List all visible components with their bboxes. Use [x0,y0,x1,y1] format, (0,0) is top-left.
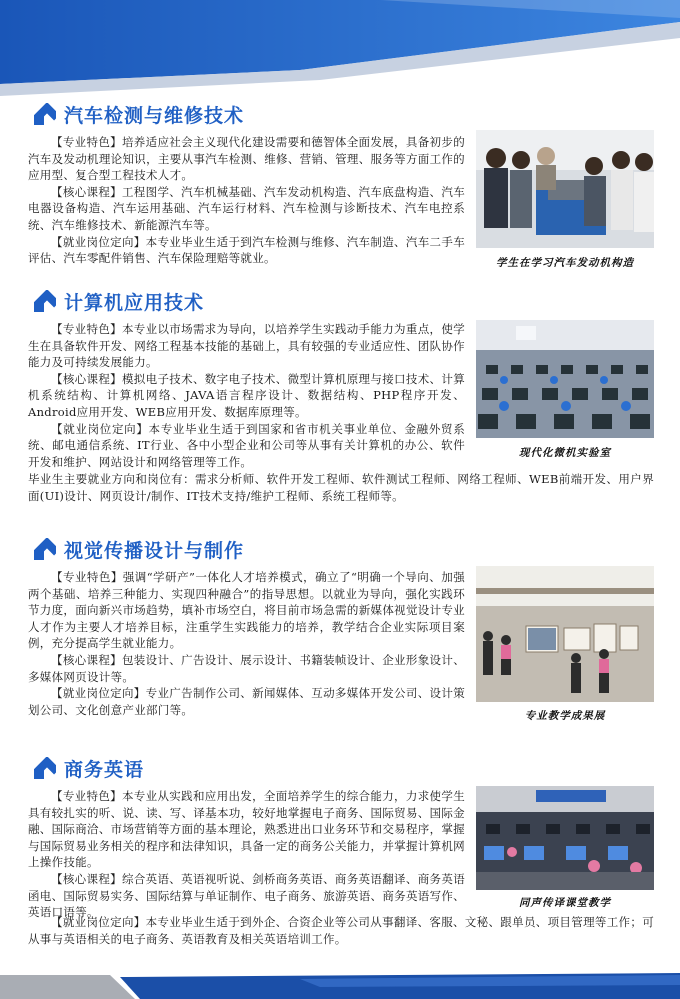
section-header [34,535,244,563]
paragraph-features: 【专业特色】本专业以市场需求为导向，以培养学生实践动手能力为重点，使学生在具备软件开发、网络工程基本技能的基础上，具有较强的专业适应性、团队协作能力及可持续发展能力。 [28,322,465,370]
engine-lab-photo [476,130,654,248]
section-header [34,287,204,315]
paragraph-courses: 【核心课程】综合英语、英语视听说、剑桥商务英语、商务英语翻译、商务英语函电、国际贸易实务、国际结算与单证制作、电子商务、旅游英语、商务英语写作、英语口语等。 [28,871,465,920]
section-body [28,569,465,718]
paragraph-jobs: 【就业岗位定向】本专业毕业生适于到外企、合资企业等公司从事翻译、客服、文秘、跟单员、项目管理等工作；可从事与英语相关的电子商务、英语教育及相关英语培训工作。 [28,915,654,946]
paragraph-features: 【专业特色】本专业从实践和应用出发，全面培养学生的综合能力，力求使学生具有较扎实的听、说、读、写、译基本功，较好地掌握电子商务、国际贸易、国际金融、国际商洽、市场营销等方面的基本理论，熟悉进出口业务环节和交易程序，掌握与国际贸易业务相关的程序和法律知识，具备一定的商务公关能力，并掌握计算机网上操作技能。 [28,789,465,870]
paragraph-features: 【专业特色】培养适应社会主义现代化建设需要和德智体全面发展，具备初步的汽车及发动机理论知识，主要从事汽车检测、维修、营销、管理、服务等方面工作的应用型、复合型工程技术人才。 [28,135,465,183]
photo-caption: 专业教学成果展 [524,710,606,722]
bottom-decorative-band [0,959,680,999]
section-title: 汽车检测与维修技术 [64,104,245,127]
section-body [28,788,465,921]
section-title: 计算机应用技术 [64,291,205,314]
section-body [28,134,465,267]
section-marker-icon [34,103,56,125]
section-marker-icon [34,538,56,560]
section-marker-icon [34,757,56,779]
photo-caption: 现代化微机实验室 [519,447,611,459]
section-title: 商务英语 [64,758,145,781]
section-header [34,754,144,782]
paragraph-career-directions: 毕业生主要就业方向和岗位有：需求分析师、软件开发工程师、软件测试工程师、网络工程师、WEB前端开发、用户界面(UI)设计、网页设计/制作、IT技术支持/维护工程师、系统工程师等。 [28,472,654,503]
paragraph-jobs: 【就业岗位定向】本专业毕业生适于到国家和省市机关事业单位、金融外贸系统、邮电通信系统、IT行业、各中小型企业和公司等从事有关计算机的办公、软件开发和维护、网站设计和网络管理等工作。 [28,421,465,469]
section-header [34,100,244,128]
paragraph-courses: 【核心课程】模拟电子技术、数字电子技术、微型计算机原理与接口技术、计算机系统结构、计算机网络、JAVA语言程序设计、数据结构、PHP程序开发、Android应用开发、WEB应用开发、数据库原理等。 [28,371,465,419]
photo-caption: 学生在学习汽车发动机构造 [496,257,634,269]
photo-caption: 同声传译课堂教学 [519,897,611,909]
top-decorative-band [0,0,680,100]
computer-lab-photo [476,320,654,438]
interpreting-class-photo [476,786,654,890]
paragraph-courses: 【核心课程】包装设计、广告设计、展示设计、书籍装帧设计、企业形象设计、多媒体网页设计等。 [28,652,465,684]
section-marker-icon [34,290,56,312]
paragraph-features: 【专业特色】强调“学研产”一体化人才培养模式，确立了“明确一个导向、加强两个基础、培养三种能力、实现四种融合”的指导思想。以就业为导向，强化实践环节力度，面向新兴市场趋势，填补市场空白，将目前市场急需的新媒体视觉设计专业人才作为主要人才培养目标，注重学生实践能力的培养，教学结合企业实际项目案例，充分提高学生就业能力。 [28,570,465,651]
section-title: 视觉传播设计与制作 [64,539,245,562]
exhibition-photo [476,566,654,702]
paragraph-courses: 【核心课程】工程图学、汽车机械基础、汽车发动机构造、汽车底盘构造、汽车电器设备构造、汽车运用基础、汽车运行材料、汽车检测与诊断技术、汽车电控系统、汽车维修技术、新能源汽车等。 [28,184,465,232]
paragraph-jobs: 【就业岗位定向】专业广告制作公司、新闻媒体、互动多媒体开发公司、设计策划公司、文化创意产业部门等。 [28,686,465,717]
section-body [28,321,465,470]
paragraph-jobs: 【就业岗位定向】本专业毕业生适于到汽车检测与维修、汽车制造、汽车二手车评估、汽车零配件销售、汽车保险理赔等就业。 [28,234,465,266]
